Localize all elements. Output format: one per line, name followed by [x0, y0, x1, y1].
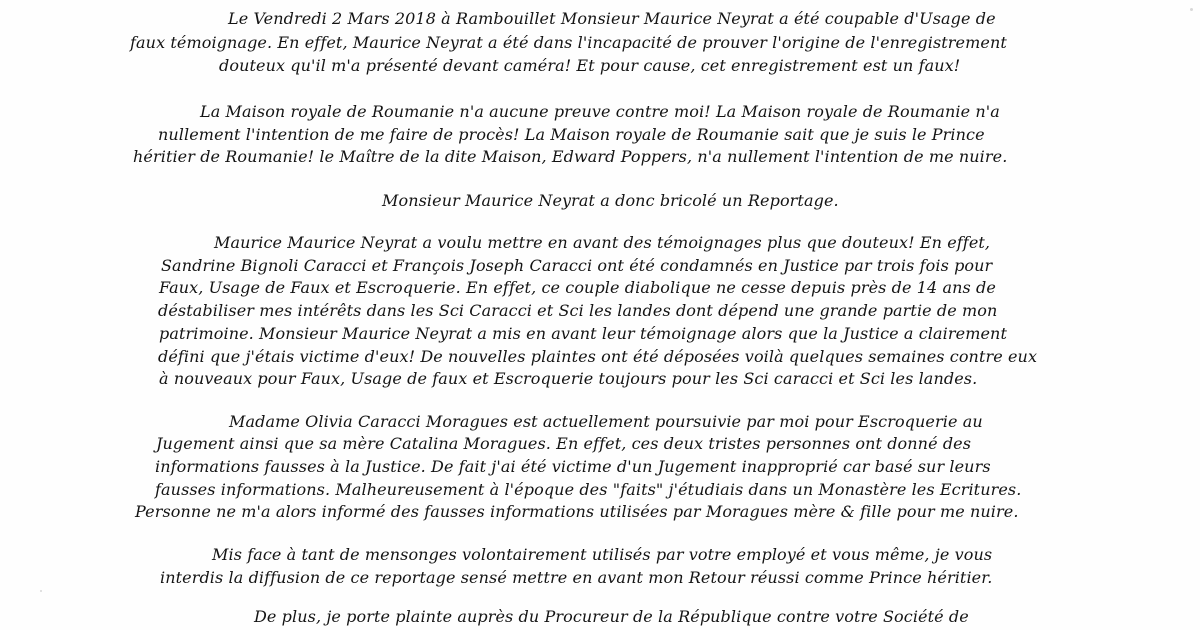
text-line: Faux, Usage de Faux et Escroquerie. En effet, ce couple diabolique ne cesse depuis près de 14 ans de	[159, 278, 996, 297]
text-line: La Maison royale de Roumanie n'a aucune preuve contre moi! La Maison royale de Roumanie n'a	[200, 102, 1000, 121]
paper-speck	[1190, 8, 1193, 11]
text-line: déstabiliser mes intérêts dans les Sci Caracci et Sci les landes dont dépend une grande partie de mon	[158, 301, 998, 320]
text-line: Mis face à tant de mensonges volontairement utilisés par votre employé et vous même, je vous	[212, 545, 993, 564]
text-line: Jugement ainsi que sa mère Catalina Moragues. En effet, ces deux tristes personnes ont donné des	[156, 434, 972, 453]
text-line: défini que j'étais victime d'eux! De nouvelles plaintes ont été déposées voilà quelques semaines contre eux	[158, 347, 1038, 366]
text-line: interdis la diffusion de ce reportage sensé mettre en avant mon Retour réussi comme Prince héritier.	[160, 568, 993, 587]
text-line: faux témoignage. En effet, Maurice Neyrat a été dans l'incapacité de prouver l'origine de l'enregistrement	[130, 33, 1007, 52]
text-line: Maurice Maurice Neyrat a voulu mettre en avant des témoignages plus que douteux! En effet,	[214, 233, 991, 252]
text-line: Personne ne m'a alors informé des fausses informations utilisées par Moragues mère & fille pour me nuire.	[135, 502, 1019, 521]
text-line: héritier de Roumanie! le Maître de la dite Maison, Edward Poppers, n'a nullement l'intention de me nuire.	[133, 147, 1008, 166]
text-line: Madame Olivia Caracci Moragues est actuellement poursuivie par moi pour Escroquerie au	[229, 412, 983, 431]
paper-speck	[40, 590, 42, 592]
text-line: De plus, je porte plainte auprès du Procureur de la République contre votre Société de	[254, 607, 969, 626]
text-line: Monsieur Maurice Neyrat a donc bricolé un Reportage.	[382, 191, 839, 210]
text-line: douteux qu'il m'a présenté devant caméra! Et pour cause, cet enregistrement est un faux!	[219, 56, 961, 75]
text-line: nullement l'intention de me faire de procès! La Maison royale de Roumanie sait que je suis le Prince	[158, 125, 985, 144]
text-line: à nouveaux pour Faux, Usage de faux et Escroquerie toujours pour les Sci caracci et Sci les landes.	[159, 369, 978, 388]
text-line: Le Vendredi 2 Mars 2018 à Rambouillet Monsieur Maurice Neyrat a été coupable d'Usage de	[228, 9, 996, 28]
text-line: fausses informations. Malheureusement à l'époque des "faits" j'étudiais dans un Monastère les Ecritures.	[155, 480, 1022, 499]
text-line: Sandrine Bignoli Caracci et François Joseph Caracci ont été condamnés en Justice par trois fois pour	[161, 256, 993, 275]
text-line: informations fausses à la Justice. De fait j'ai été victime d'un Jugement inapproprié car basé sur leurs	[155, 457, 991, 476]
text-line: patrimoine. Monsieur Maurice Neyrat a mis en avant leur témoignage alors que la Justice a clairement	[159, 324, 1007, 343]
